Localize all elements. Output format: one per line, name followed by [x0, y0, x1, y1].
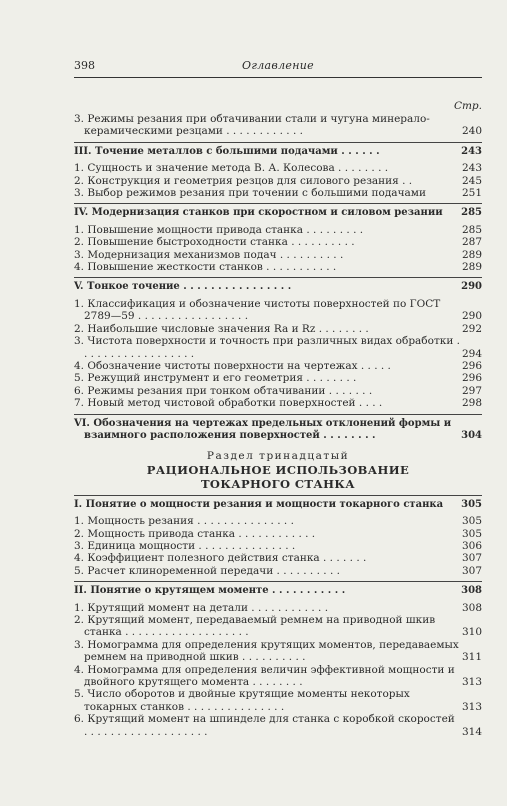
- toc-entry: 2. Мощность привода станка . . . . . . . . . . . . 305: [74, 527, 482, 540]
- toc-part-section-2: [74, 581, 482, 738]
- toc-entry: 3. Единица мощности . . . . . . . . . . . . . . . 306: [74, 539, 482, 552]
- toc-entry: 1. Повышение мощности привода станка . . . . . . . . . 285: [74, 223, 482, 236]
- part-label: Раздел тринадцатый: [206, 450, 350, 463]
- toc-section-heading: II. Понятие о крутящем моменте . . . . . . . . . . . 308: [74, 585, 482, 597]
- toc-entry: 5. Режущий инструмент и его геометрия . . . . . . . . 296: [74, 372, 482, 385]
- toc-entry: 3. Выбор режимов резания при точении с большими подачами 251: [74, 187, 482, 200]
- toc-section-5: [74, 277, 482, 409]
- header-rule: [74, 77, 482, 78]
- toc-section-3: [74, 142, 482, 200]
- toc-entry: 3. Номограмма для определения крутящих моментов, передаваемых ремнем на приводной шкив . . . . . . . . . . 311: [74, 638, 482, 664]
- toc-entry: 5. Число оборотов и двойные крутящие моменты некоторых токарных станков . . . . . . . . . . . . . . . 313: [74, 688, 482, 713]
- toc-entry: 1. Классификация и обозначение чистоты поверхностей по ГОСТ 2789—59 . . . . . . . . . . . . . . . . . 290: [74, 297, 482, 323]
- toc-entry: 3. Режимы резания при обтачивании стали и чугуна минерало-керамическими резцами . . . . . . . . . . . . 240: [74, 113, 482, 138]
- toc-section-4: [74, 203, 482, 273]
- part-title-line1: РАЦИОНАЛЬНОЕ ИСПОЛЬЗОВАНИЕ: [146, 462, 410, 477]
- running-header: [74, 60, 482, 76]
- toc-part-section-1: [74, 495, 482, 577]
- part-title-line2: ТОКАРНОГО СТАНКА: [200, 476, 356, 491]
- toc-section-6: [74, 414, 482, 443]
- toc-section-heading: IV. Модернизация станков при скоростном и силовом резании 285: [74, 207, 482, 219]
- toc-entry: 1. Мощность резания . . . . . . . . . . . . . . . 305: [74, 515, 482, 528]
- page-column-label: Стр.: [453, 100, 482, 112]
- toc-entry: 1. Крутящий момент на детали . . . . . . . . . . . . 308: [74, 601, 482, 614]
- toc-section-heading: V. Тонкое точение . . . . . . . . . . . . . . . . 290: [74, 281, 482, 293]
- toc-entry: 4. Номограмма для определения величин эффективной мощности и двойного крутящего момента . . . . . . . . 313: [74, 663, 482, 689]
- running-title: Оглавление: [242, 59, 314, 72]
- toc-entry: 6. Режимы резания при тонком обтачивании . . . . . . . 297: [74, 384, 482, 397]
- toc-entry: 3. Чистота поверхности и точность при различных видах обработки . . . . . . . . . . . . . . . . . . 294: [74, 335, 482, 360]
- toc-entry: 5. Расчет клиноременной передачи . . . . . . . . . . 307: [74, 564, 482, 577]
- toc-entry: 2. Конструкция и геометрия резцов для силового резания . . 245: [74, 174, 482, 187]
- toc-entry: 4. Обозначение чистоты поверхности на чертежах . . . . . 296: [74, 359, 482, 372]
- toc-page: [74, 60, 482, 738]
- toc-entry: 3. Модернизация механизмов подач . . . . . . . . . . 289: [74, 248, 482, 261]
- toc-section-heading: VI. Обозначения на чертежах предельных отклонений формы и взаимного расположения поверхностей . . . . . . . . 304: [74, 417, 482, 441]
- toc-section-cont: [74, 113, 482, 138]
- toc-entry: 2. Повышение быстроходности станка . . . . . . . . . . 287: [74, 236, 482, 249]
- toc-section-heading: I. Понятие о мощности резания и мощности токарного станка 305: [74, 498, 482, 510]
- toc-entry: 2. Крутящий момент, передаваемый ремнем на приводной шкив станка . . . . . . . . . . . . . . . . . . . 310: [74, 614, 482, 639]
- toc-entry: 7. Новый метод чистовой обработки поверхностей . . . . 298: [74, 397, 482, 410]
- toc-entry: 4. Повышение жесткости станков . . . . . . . . . . . 289: [74, 261, 482, 274]
- page-number: 398: [74, 59, 95, 72]
- toc-entry: 6. Крутящий момент на шпинделе для станка с коробкой скоростей . . . . . . . . . . . . . . . . . . . 314: [74, 713, 482, 738]
- toc-entry: 4. Коэффициент полезного действия станка . . . . . . . 307: [74, 552, 482, 565]
- toc-entry: 2. Наибольшие числовые значения Ra и Rz . . . . . . . . 292: [74, 322, 482, 335]
- toc-section-heading: III. Точение металлов с большими подачами . . . . . . 243: [74, 145, 482, 157]
- toc-entry: 1. Сущность и значение метода В. А. Колесова . . . . . . . . 243: [74, 162, 482, 175]
